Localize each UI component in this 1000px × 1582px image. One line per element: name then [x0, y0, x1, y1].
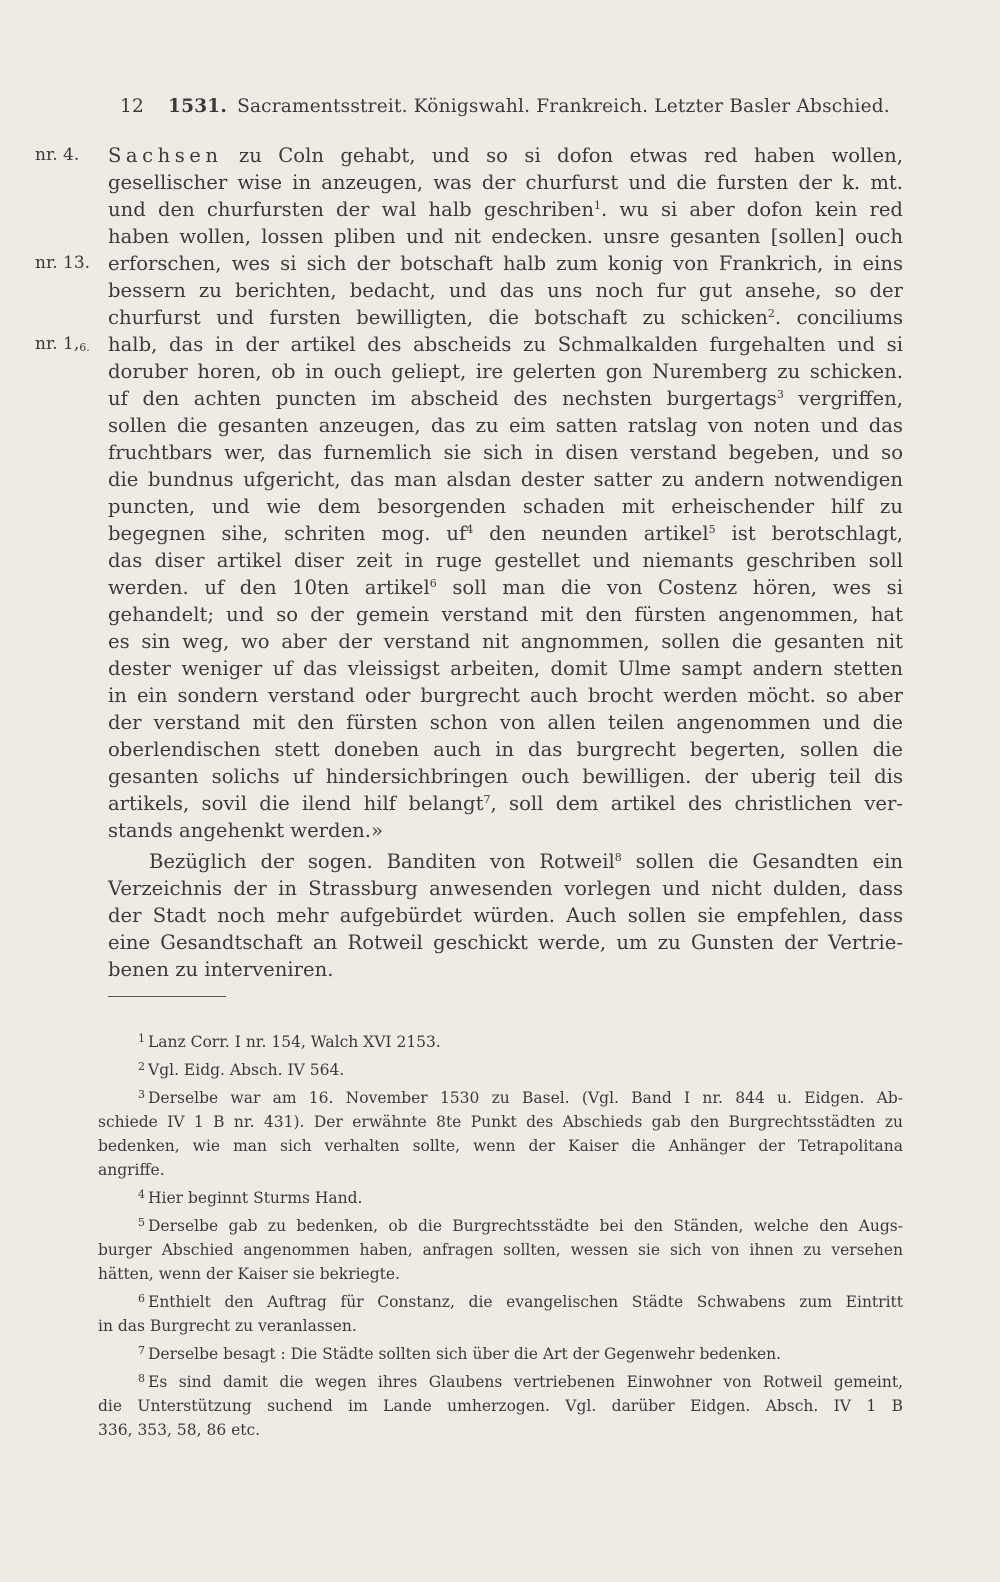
text-line: bessern zu berichten, bedacht, und das uns noch fur gut ansehe, so der [108, 279, 903, 302]
text-line: Bezüglich der sogen. Banditen von Rotweil$^8$ sollen die Gesandten ein [149, 850, 903, 873]
text-line: werden. uf den 10ten artikel$^6$ soll man die von Costenz hören, wes si [108, 576, 903, 599]
footnote-5-line: hätten, wenn der Kaiser sie bekriegte. [98, 1265, 400, 1283]
text-line: uf den achten puncten im abscheid des nechsten burgertags$^3$ vergriffen, [108, 387, 903, 410]
text-line: haben wollen, lossen pliben und nit endecken. unsre gesanten [sollen] ouch [108, 225, 903, 248]
footnote-ref: 5 [708, 523, 716, 536]
footnote-ref: 3 [776, 388, 784, 401]
footnote-8-line: 336, 353, 58, 86 etc. [98, 1421, 261, 1439]
text-line: in ein sondern verstand oder burgrecht auch brocht werden möcht. so aber [108, 684, 903, 707]
footnote-3-line: bedenken, wie man sich verhalten sollte, wenn der Kaiser die Anhänger der Tetrapolitana [98, 1137, 903, 1155]
text-line: es sin weg, wo aber der verstand nit angnommen, sollen die gesanten nit [108, 630, 903, 653]
footnote-3-line: schiede IV 1 B nr. 431). Der erwähnte 8te Punkt des Abschieds gab den Burgrechtsstädten zu [98, 1113, 903, 1131]
text-line: die bundnus ufgericht, das man alsdan dester satter zu andern notwendigen [108, 468, 903, 491]
text-line: begegnen sihe, schriten mog. uf$^4$ den neunden artikel$^5$ ist berotschlagt, [108, 522, 903, 545]
footnote-separator [108, 996, 226, 997]
text-line: erforschen, wes si sich der botschaft halb zum konig von Frankrich, in eins [108, 252, 903, 275]
footnote-ref: 8 [614, 851, 622, 864]
running-header [120, 96, 890, 117]
text-line: das diser artikel diser zeit in ruge gestellet und niemants geschriben soll [108, 549, 903, 572]
text-line: der Stadt noch mehr aufgebürdet würden. Auch sollen sie empfehlen, dass [108, 904, 903, 927]
page-number: 12 [120, 96, 144, 117]
footnote-2: $^2$ Vgl. Eidg. Absch. IV 564. [138, 1060, 345, 1079]
text-line: doruber horen, ob in ouch geliept, ire gelerten gon Nuremberg zu schicken. [108, 360, 903, 383]
text-line: stands angehenkt werden.» [108, 819, 384, 842]
text-line: artikels, sovil die ilend hilf belangt$^7$, soll dem artikel des christlichen ver- [108, 792, 903, 815]
text-line: halb, das in der artikel des abscheids zu Schmalkalden furgehalten und si [108, 333, 903, 356]
footnote-3: $^3$ Derselbe war am 16. November 1530 zu Basel. (Vgl. Band I nr. 844 u. Eidgen. Ab- [138, 1088, 903, 1107]
text-line: Verzeichnis der in Strassburg anwesenden vorlegen und nicht dulden, dass [108, 877, 903, 900]
header-title: Sacramentsstreit. Königswahl. Frankreich. Letzter Basler Abschied. [237, 96, 890, 117]
text-line: sollen die gesanten anzeugen, das zu eim satten ratslag von noten und das [108, 414, 903, 437]
footnote-6-line: in das Burgrecht zu veranlassen. [98, 1317, 357, 1335]
footnote-6: $^6$ Enthielt den Auftrag für Constanz, die evangelischen Städte Schwabens zum Eintritt [138, 1292, 903, 1311]
text-line: der verstand mit den fürsten schon von allen teilen angenommen und die [108, 711, 903, 734]
text-line: fruchtbars wer, das furnemlich sie sich in disen verstand begeben, und so [108, 441, 903, 464]
footnote-ref: 6 [429, 577, 437, 590]
footnote-ref: 4 [466, 523, 474, 536]
footnote-4: $^4$ Hier beginnt Sturms Hand. [138, 1188, 363, 1207]
text-line: gesanten solichs uf hindersichbringen ouch bewilligen. der uberig teil dis [108, 765, 903, 788]
text-line: und den churfursten der wal halb geschriben$^1$. wu si aber dofon kein red [108, 198, 903, 221]
text-line: puncten, und wie dem besorgenden schaden mit erheischender hilf zu [108, 495, 903, 518]
footnote-ref: 1 [594, 199, 601, 212]
text-line: dester weniger uf das vleissigst arbeiten, domit Ulme sampt andern stetten [108, 657, 903, 680]
footnote-ref: 2 [767, 307, 775, 320]
text-line: gesellischer wise in anzeugen, was der churfurst und die fursten der k. mt. [108, 171, 903, 194]
footnote-8-line: die Unterstützung suchend im Lande umherzogen. Vgl. darüber Eidgen. Absch. IV 1 B [98, 1397, 903, 1415]
text-line: gehandelt; und so der gemein verstand mit den fürsten angenommen, hat [108, 603, 903, 626]
margin-note-nr13: nr. 13. [35, 253, 91, 273]
text-line: benen zu interveniren. [108, 958, 334, 981]
header-year: 1531. [168, 96, 227, 117]
text-line: oberlendischen stett doneben auch in das burgrecht begerten, sollen die [108, 738, 903, 761]
text-line: Sachsen zu Coln gehabt, und so si dofon etwas red haben wollen, [108, 144, 903, 167]
margin-note-nr1-6: nr. $1,_{6.}$ [35, 334, 90, 354]
footnote-1: $^1$ Lanz Corr. I nr. 154, Walch XVI 2153. [138, 1032, 441, 1051]
margin-note-nr4: nr. 4. [35, 145, 80, 165]
text-line: churfurst und fursten bewilligten, die botschaft zu schicken$^2$. conciliums [108, 306, 904, 329]
footnote-7: $^7$ Derselbe besagt : Die Städte sollten sich über die Art der Gegenwehr bedenken. [138, 1344, 782, 1363]
footnote-5-line: burger Abschied angenommen haben, anfragen sollten, wessen sie sich von ihnen zu versehen [98, 1241, 903, 1259]
footnote-8: $^8$ Es sind damit die wegen ihres Glaubens vertriebenen Einwohner von Rotweil gemeint, [138, 1372, 903, 1391]
footnote-3-line: angriffe. [98, 1161, 165, 1179]
footnote-ref: 7 [483, 793, 491, 806]
footnote-5: $^5$ Derselbe gab zu bedenken, ob die Burgrechtsstädte bei den Ständen, welche den Augs- [138, 1216, 903, 1235]
text-line: eine Gesandtschaft an Rotweil geschickt werde, um zu Gunsten der Vertrie- [108, 931, 903, 954]
